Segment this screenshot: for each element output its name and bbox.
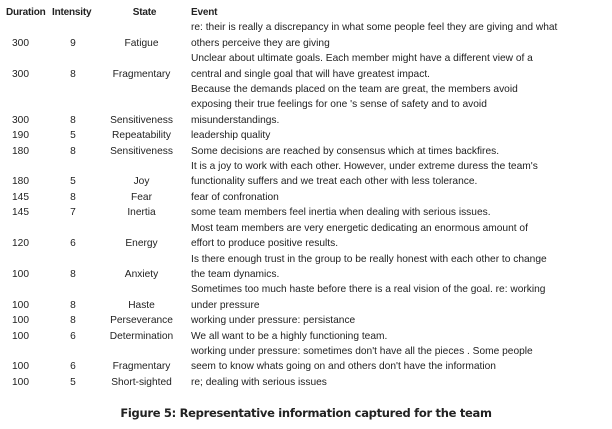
event-cell xyxy=(189,128,612,143)
state-cell: Repeatability xyxy=(112,130,171,142)
duration-cell: 300 xyxy=(12,114,29,126)
event-text-line: misunderstandings. xyxy=(191,114,280,126)
table-row xyxy=(0,82,612,128)
event-cell xyxy=(189,190,612,205)
event-text-line: re: their is really a discrepancy in what some people feel they are giving and what xyxy=(191,22,558,34)
table-row xyxy=(0,128,612,143)
event-cell xyxy=(189,375,612,390)
event-text-line: effort to produce positive results. xyxy=(191,238,339,250)
event-text-line: central and single goal that will have greatest impact. xyxy=(191,68,430,80)
intensity-cell: 5 xyxy=(70,176,76,188)
event-text-line: Some decisions are reached by consensus which at times backfires. xyxy=(191,145,500,157)
event-text-line: some team members feel inertia when dealing with serious issues. xyxy=(191,207,491,219)
state-cell: Fear xyxy=(131,191,152,203)
table-row xyxy=(0,20,612,51)
duration-cell: 120 xyxy=(12,238,29,250)
event-cell xyxy=(189,82,612,128)
table-row xyxy=(0,205,612,220)
event-cell xyxy=(189,344,612,375)
duration-cell: 145 xyxy=(12,191,29,203)
intensity-cell: 8 xyxy=(70,191,76,203)
event-cell xyxy=(189,205,612,220)
figure-caption: Figure 5: Representative information captured for the team xyxy=(120,406,492,420)
table-row xyxy=(0,221,612,252)
state-cell: Perseverance xyxy=(110,315,173,327)
duration-cell: 100 xyxy=(12,361,29,373)
event-cell xyxy=(189,144,612,159)
header-state: State xyxy=(132,7,157,18)
event-text-line: under pressure xyxy=(191,299,260,311)
intensity-cell: 6 xyxy=(70,238,76,250)
intensity-cell: 5 xyxy=(70,130,76,142)
event-text-line: Is there enough trust in the group to be really honest with each other to change xyxy=(191,253,547,265)
state-cell: Fragmentary xyxy=(112,361,171,373)
event-text-line: re; dealing with serious issues xyxy=(191,376,327,388)
state-cell: Haste xyxy=(128,299,155,311)
event-cell xyxy=(189,159,612,190)
header-intensity: Intensity xyxy=(52,7,92,18)
state-cell: Sensitiveness xyxy=(110,145,173,157)
header-event: Event xyxy=(191,7,218,18)
intensity-cell: 8 xyxy=(70,315,76,327)
table-header xyxy=(0,5,612,20)
event-cell xyxy=(189,329,612,344)
intensity-cell: 5 xyxy=(70,376,76,388)
duration-cell: 100 xyxy=(12,299,29,311)
table-row xyxy=(0,282,612,313)
team-information-table xyxy=(0,5,612,390)
state-cell: Sensitiveness xyxy=(110,114,173,126)
event-text-line: working under pressure: persistance xyxy=(191,315,356,327)
event-cell xyxy=(189,51,612,82)
event-cell xyxy=(189,313,612,328)
duration-cell: 300 xyxy=(12,37,29,49)
duration-cell: 190 xyxy=(12,130,29,142)
table-row xyxy=(0,344,612,375)
header-duration: Duration xyxy=(6,7,46,18)
state-cell: Fragmentary xyxy=(112,68,171,80)
duration-cell: 180 xyxy=(12,145,29,157)
state-cell: Anxiety xyxy=(124,268,159,280)
state-cell: Fatigue xyxy=(124,37,159,49)
event-text-line: fear of confronation xyxy=(191,191,279,203)
event-text-line: the team dynamics. xyxy=(191,268,280,280)
event-cell xyxy=(189,20,612,51)
table-row xyxy=(0,329,612,344)
table-row xyxy=(0,144,612,159)
intensity-cell: 6 xyxy=(70,330,76,342)
event-text-line: Unclear about ultimate goals. Each member might have a different view of a xyxy=(191,53,533,65)
event-text-line: Sometimes too much haste before there is a real vision of the goal. re: working xyxy=(191,284,546,296)
intensity-cell: 8 xyxy=(70,268,76,280)
intensity-cell: 8 xyxy=(70,299,76,311)
table-row xyxy=(0,252,612,283)
event-cell xyxy=(189,221,612,252)
intensity-cell: 6 xyxy=(70,361,76,373)
event-text-line: working under pressure: sometimes don't have all the pieces . Some people xyxy=(191,345,533,357)
event-text-line: Most team members are very energetic dedicating an enormous amount of xyxy=(191,222,528,234)
duration-cell: 100 xyxy=(12,376,29,388)
event-text-line: seem to know whats going on and others don't have the information xyxy=(191,361,496,373)
duration-cell: 180 xyxy=(12,176,29,188)
table-row xyxy=(0,190,612,205)
event-text-line: functionality suffers and we treat each other with less tolerance. xyxy=(191,176,478,188)
state-cell: Energy xyxy=(125,238,158,250)
intensity-cell: 9 xyxy=(70,37,76,49)
intensity-cell: 8 xyxy=(70,68,76,80)
event-text-line: others perceive they are giving xyxy=(191,37,330,49)
table-body xyxy=(0,20,612,390)
duration-cell: 100 xyxy=(12,268,29,280)
event-text-line: It is a joy to work with each other. However, under extreme duress the team's xyxy=(191,161,538,173)
table-row xyxy=(0,159,612,190)
intensity-cell: 7 xyxy=(70,207,76,219)
event-text-line: Because the demands placed on the team are great, the members avoid xyxy=(191,84,518,96)
event-text-line: leadership quality xyxy=(191,130,271,142)
event-cell xyxy=(189,252,612,283)
table-row xyxy=(0,313,612,328)
event-cell xyxy=(189,282,612,313)
intensity-cell: 8 xyxy=(70,114,76,126)
duration-cell: 100 xyxy=(12,330,29,342)
duration-cell: 145 xyxy=(12,207,29,219)
duration-cell: 300 xyxy=(12,68,29,80)
state-cell: Inertia xyxy=(127,207,156,219)
table-row xyxy=(0,51,612,82)
duration-cell: 100 xyxy=(12,315,29,327)
event-text-line: exposing their true feelings for one 's sense of safety and to avoid xyxy=(191,99,487,111)
state-cell: Short-sighted xyxy=(111,376,172,388)
table-row xyxy=(0,375,612,390)
state-cell: Joy xyxy=(133,176,150,188)
event-text-line: We all want to be a highly functioning team. xyxy=(191,330,388,342)
state-cell: Determination xyxy=(109,330,174,342)
intensity-cell: 8 xyxy=(70,145,76,157)
